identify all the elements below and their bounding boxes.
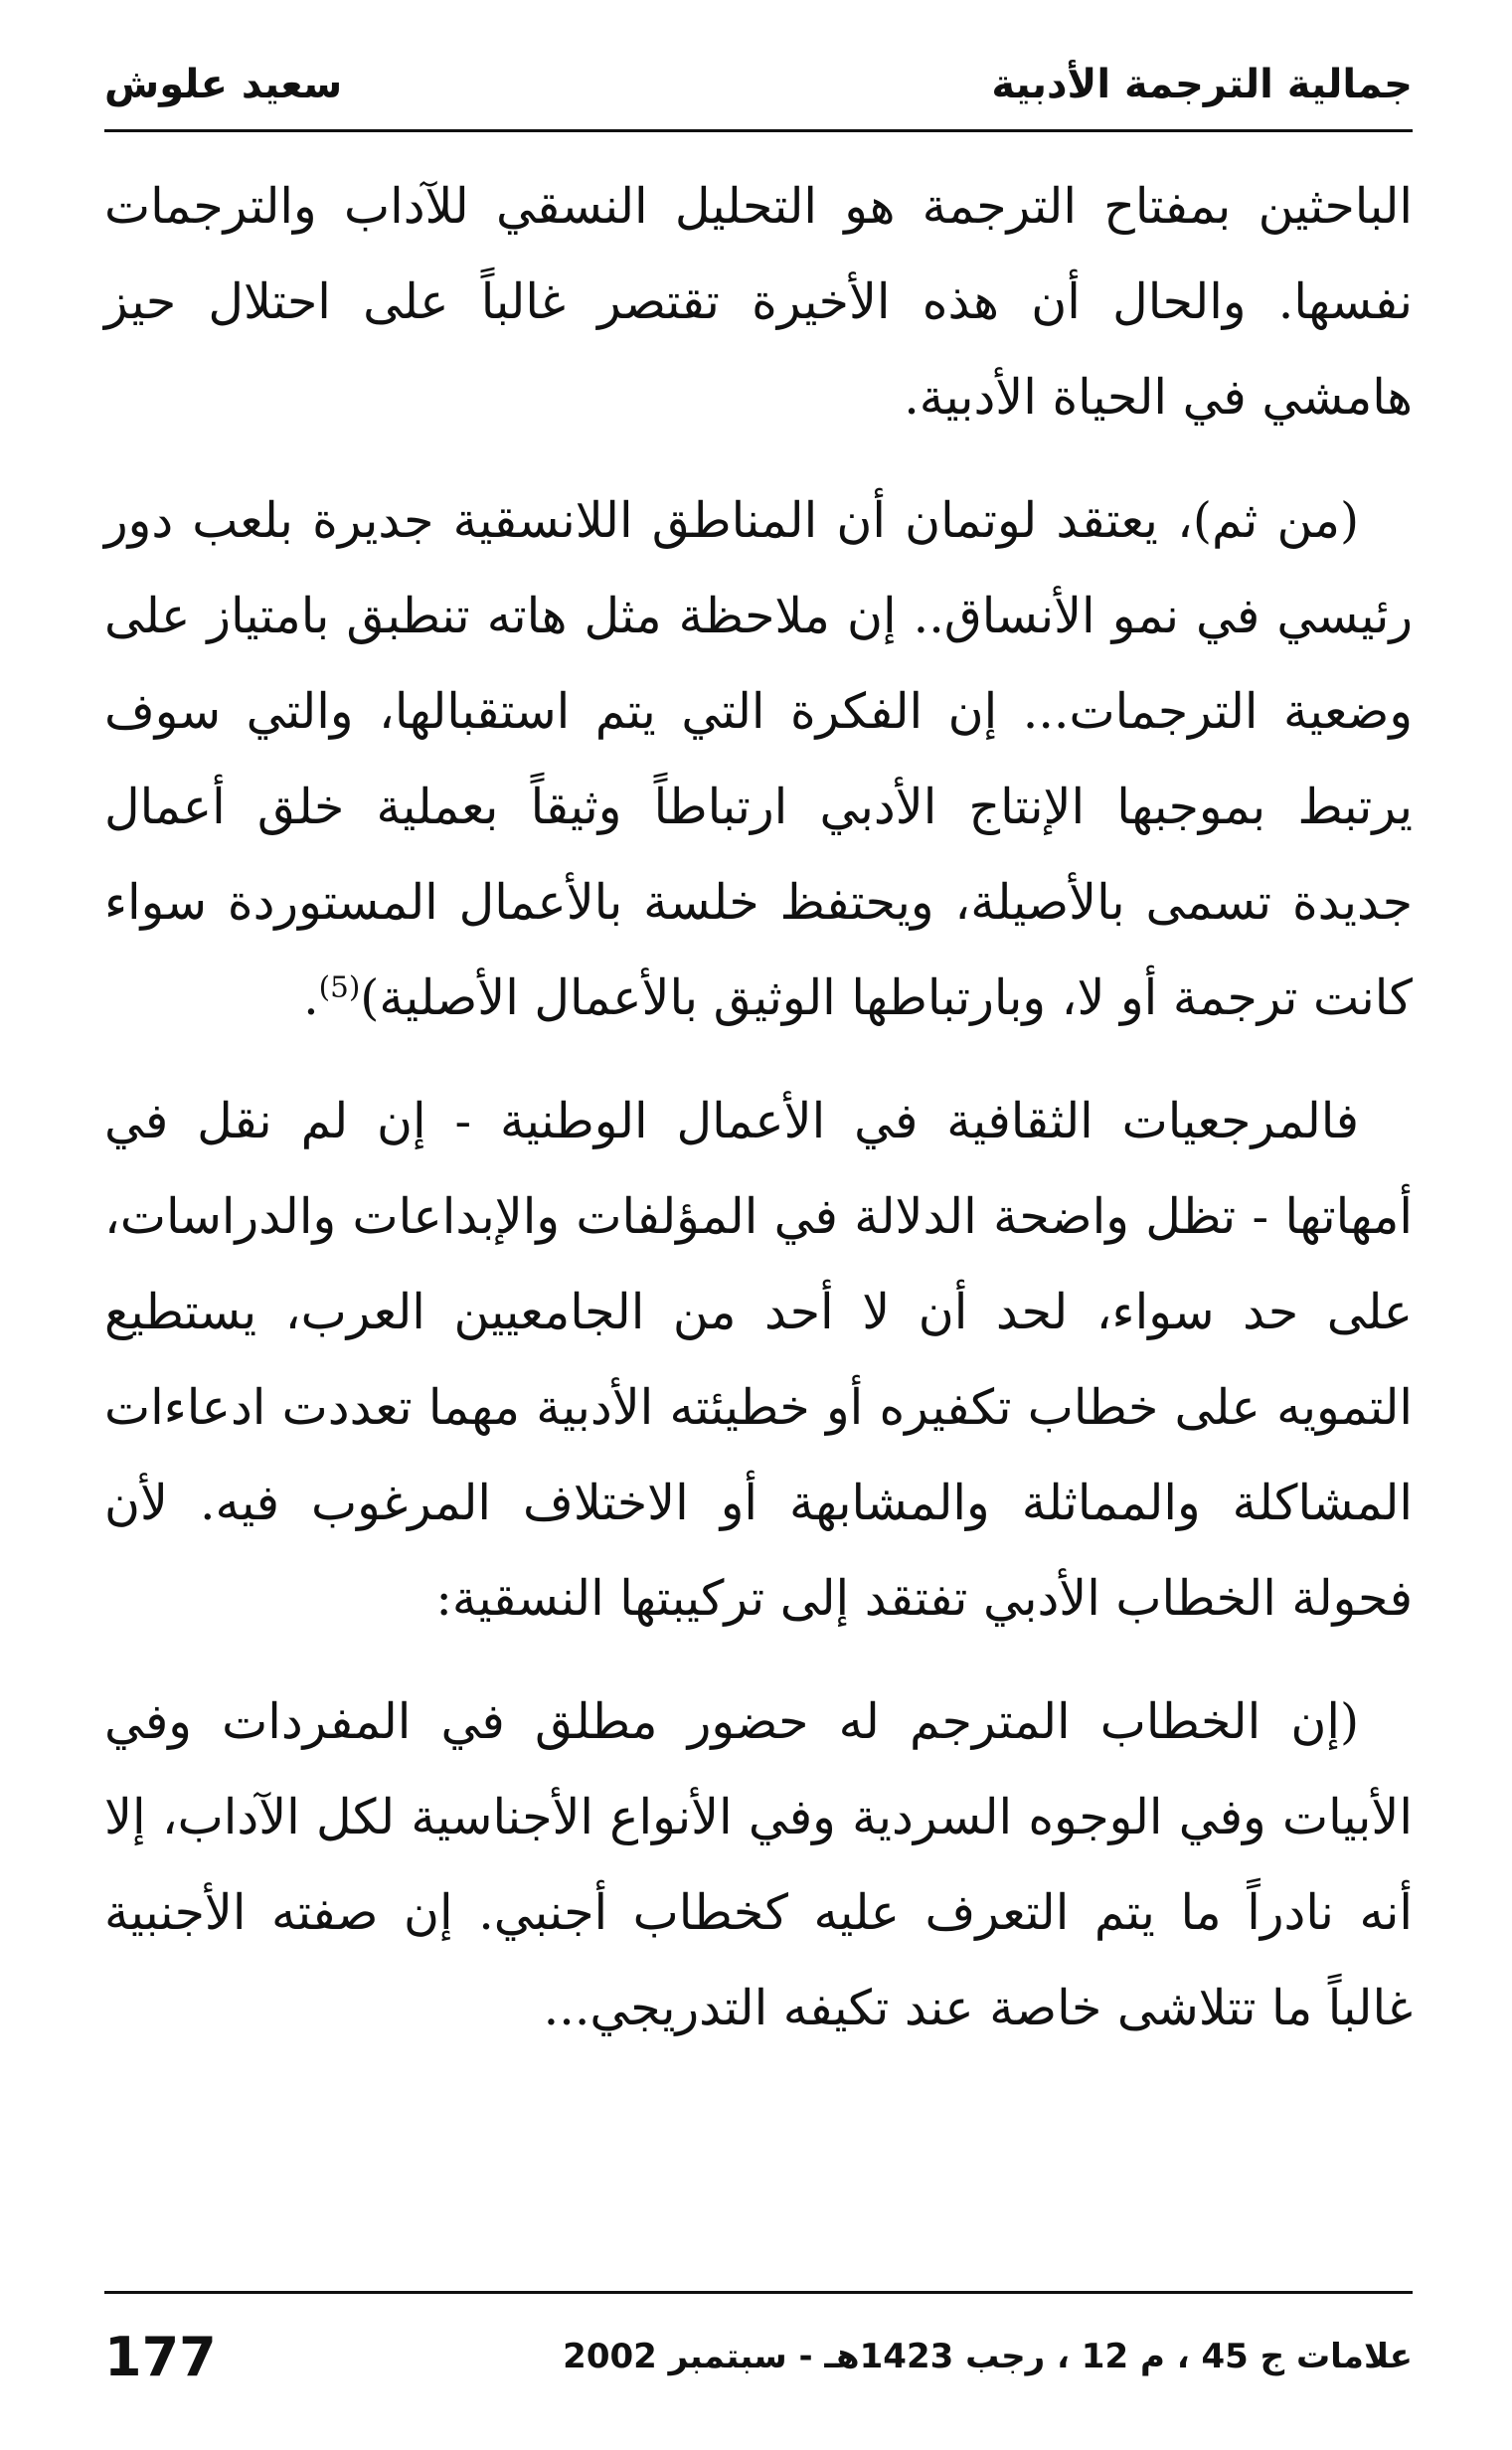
book-title: جمالية الترجمة الأدبية bbox=[991, 62, 1413, 107]
journal-citation: علامات ج 45 ، م 12 ، رجب 1423هـ - سبتمبر 2002 bbox=[563, 2337, 1413, 2376]
running-header bbox=[104, 40, 1413, 129]
footnote-marker: (5) bbox=[318, 969, 361, 1004]
body-text bbox=[104, 159, 1413, 2084]
paragraph-1-text: الباحثين بمفتاح الترجمة هو التحليل النسقي للآداب والترجمات نفسها. والحال أن هذه الأخيرة تقتصر غالباً على احتلال حيز هامشي في الحياة الأدبية. bbox=[104, 178, 1413, 426]
paragraph-2 bbox=[104, 473, 1413, 1046]
author-name: سعيد علوش bbox=[104, 62, 343, 107]
paragraph-3 bbox=[104, 1074, 1413, 1647]
page-number: 177 bbox=[104, 2325, 217, 2388]
header-rule bbox=[104, 129, 1413, 132]
footer-rule bbox=[104, 2291, 1413, 2294]
paragraph-2-suffix: . bbox=[303, 969, 319, 1026]
running-footer bbox=[104, 2317, 1413, 2396]
paragraph-1 bbox=[104, 159, 1413, 445]
paragraph-4-text: (إن الخطاب المترجم له حضور مطلق في المفردات وفي الأبيات وفي الوجوه السردية وفي الأنواع الأجناسية لكل الآداب، إلا أنه نادراً ما يتم التعرف عليه كخطاب أجنبي. إن صفته الأجنبية غالباً ما تتلاشى خاصة عند تكيفه التدريجي... bbox=[104, 1693, 1413, 2036]
paragraph-4 bbox=[104, 1674, 1413, 2056]
paragraph-3-text: فالمرجعيات الثقافية في الأعمال الوطنية - إن لم نقل في أمهاتها - تظل واضحة الدلالة في المؤلفات والإبداعات والدراسات، على حد سواء، لحد أن لا أحد من الجامعيين العرب، يستطيع التمويه على خطاب تكفيره أو خطيئته الأدبية مهما تعددت ادعاءات المشاكلة والمماثلة والمشابهة أو الاختلاف المرغوب فيه. لأن فحولة الخطاب الأدبي تفتقد إلى تركيبتها النسقية: bbox=[104, 1093, 1413, 1627]
paragraph-2-text: (من ثم)، يعتقد لوتمان أن المناطق اللانسقية جديرة بلعب دور رئيسي في نمو الأنساق.. إن ملاحظة مثل هاته تنطبق بامتياز على وضعية الترجمات... إن الفكرة التي يتم استقبالها، والتي سوف يرتبط بموجبها الإنتاج الأدبي ارتباطاً وثيقاً بعملية خلق أعمال جديدة تسمى بالأصيلة، ويحتفظ خلسة بالأعمال المستوردة سواء كانت ترجمة أو لا، وبارتباطها الوثيق بالأعمال الأصلية) bbox=[104, 492, 1413, 1026]
document-page bbox=[104, 30, 1413, 2416]
